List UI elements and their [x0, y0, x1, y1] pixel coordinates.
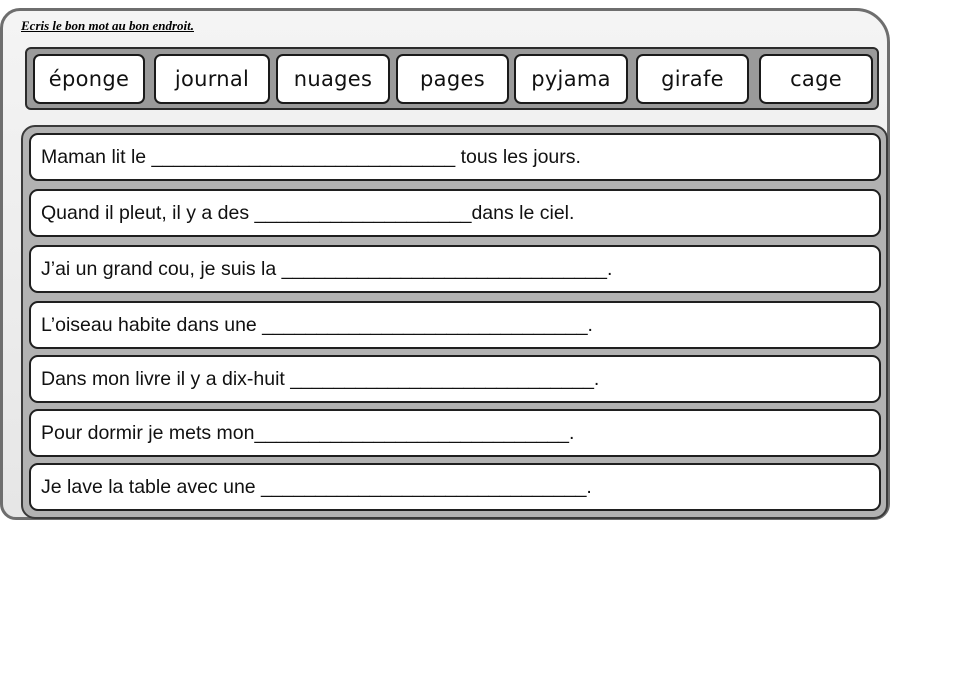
sentence-row[interactable]: Quand il pleut, il y a des ____________________dans le ciel. — [29, 189, 881, 237]
sentence-row[interactable]: J’ai un grand cou, je suis la ______________________________. — [29, 245, 881, 293]
word-card[interactable]: pyjama — [514, 54, 628, 104]
sentence-row[interactable]: Dans mon livre il y a dix-huit ____________________________. — [29, 355, 881, 403]
word-card[interactable]: pages — [396, 54, 509, 104]
sentence-row[interactable]: Pour dormir je mets mon_____________________________. — [29, 409, 881, 457]
worksheet — [0, 8, 890, 520]
sentence-row[interactable]: L’oiseau habite dans une ______________________________. — [29, 301, 881, 349]
word-card[interactable]: journal — [154, 54, 270, 104]
sentence-row[interactable]: Maman lit le ____________________________ tous les jours. — [29, 133, 881, 181]
word-card[interactable]: nuages — [276, 54, 390, 104]
word-bank — [25, 47, 879, 110]
word-card[interactable]: cage — [759, 54, 873, 104]
word-card[interactable]: éponge — [33, 54, 145, 104]
sentence-row[interactable]: Je lave la table avec une ______________________________. — [29, 463, 881, 511]
instruction-title: Ecris le bon mot au bon endroit. — [21, 18, 194, 33]
sentences-panel — [21, 125, 888, 519]
word-card[interactable]: girafe — [636, 54, 749, 104]
